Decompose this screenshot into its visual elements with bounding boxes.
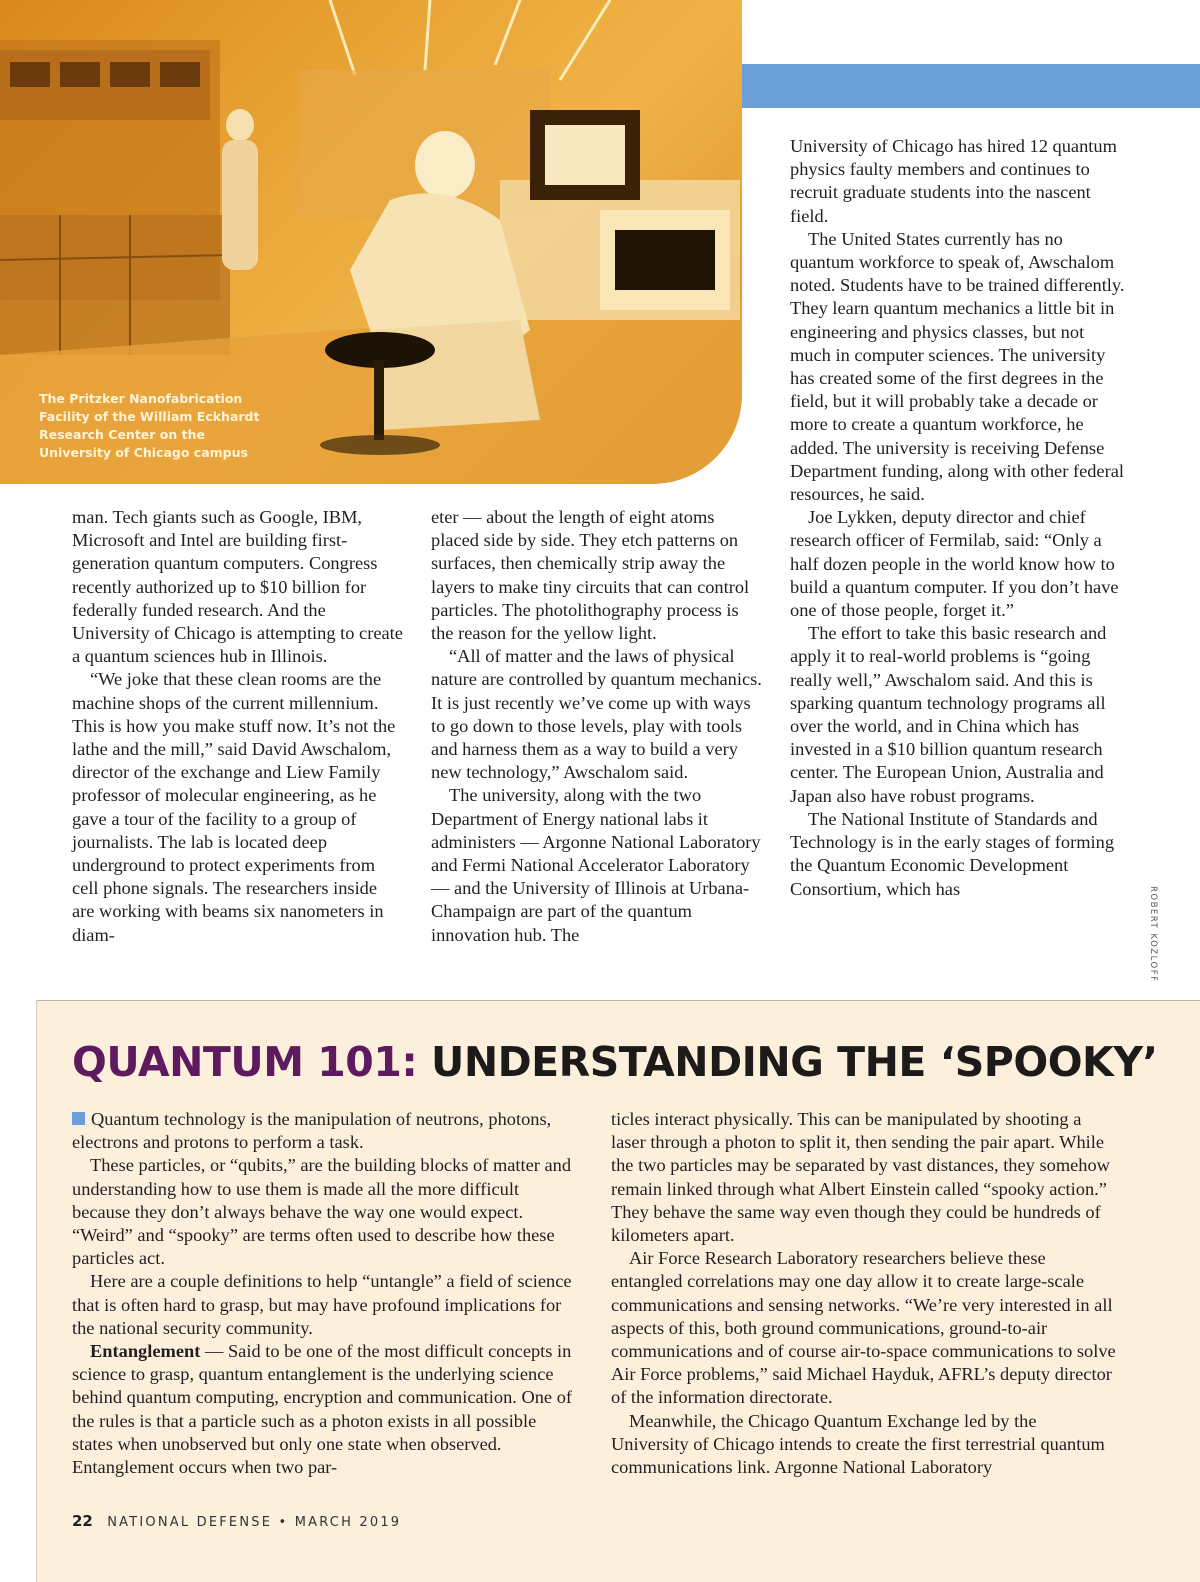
paragraph: Meanwhile, the Chicago Quantum Exchange led by the University of Chicago intends to create the first terrestrial quantum communications link. Argonne National Laboratory	[611, 1410, 1105, 1478]
paragraph: — Said to be one of the most difficult concepts in science to grasp, quantum entanglement is the underlying science behind quantum computing, encryption and communication. One of the rules is that a particle such as a photon exists in all possible states when unobserved but only one state when observed. Entanglement occurs when two par-	[72, 1341, 573, 1478]
cleanroom-photo	[0, 0, 742, 484]
article-column-3	[790, 135, 1125, 901]
photo-credit: ROBERT KOZLOFF	[1148, 886, 1158, 983]
square-bullet-icon	[72, 1112, 85, 1125]
photo-caption: The Pritzker Nanofabrication Facility of the William Eckhardt Research Center on the University of Chicago campus	[39, 391, 260, 460]
divider	[36, 1000, 1200, 1001]
footer-separator: •	[278, 1515, 289, 1530]
photo-credit-wrap	[1148, 886, 1170, 983]
sidebar-column-2	[611, 1108, 1117, 1479]
publication-name: NATIONAL DEFENSE	[107, 1515, 273, 1530]
article-column-1	[72, 506, 404, 947]
headline-highlight: QUANTUM 101:	[72, 1038, 418, 1086]
accent-bar	[742, 64, 1200, 108]
paragraph: The National Institute of Standards and Technology is in the early stages of forming the Quantum Economic Development Consortium, which has	[790, 808, 1115, 899]
page-number: 22	[72, 1512, 93, 1530]
paragraph: ticles interact physically. This can be manipulated by shooting a laser through a photon to split it, then sending the pair apart. While the two particles may be separated by vast distances, they somehow remain linked through what Albert Einstein called “spooky action.” They behave the same way even though they could be hundreds of kilometers apart.	[611, 1109, 1110, 1246]
article-column-2	[431, 506, 765, 947]
paragraph: Joe Lykken, deputy director and chief research officer of Fermilab, said: “Only a half dozen people in the world know how to build a quantum computer. If you don’t have one of those people, forget it.”	[790, 507, 1119, 621]
sidebar-headline	[72, 1038, 1158, 1086]
paragraph: The effort to take this basic research and apply it to real-world problems is “going really well,” Awschalom said. And this is sparking quantum technology programs all over the world, and in China which has invested in a $10 billion quantum research center. The European Union, Australia and Japan also have robust programs.	[790, 623, 1107, 806]
paragraph: The United States currently has no quantum workforce to speak of, Awschalom noted. Students have to be trained differently. They learn quantum mechanics a little bit in engineering and physics classes, but not much in computer sciences. The university has created some of the first degrees in the field, but it will probably take a decade or more to create a quantum workforce, he added. The university is receiving Defense Department funding, along with other federal resources, he said.	[790, 228, 1125, 505]
paragraph: “All of matter and the laws of physical nature are controlled by quantum mechanics. It is just recently we’ve come up with ways to go down to those levels, play with tools and harness them as a way to build a very new technology,” Awschalom said.	[431, 646, 762, 783]
headline-text: UNDERSTANDING THE ‘SPOOKY’	[431, 1038, 1158, 1086]
paragraph: “We joke that these clean rooms are the machine shops of the current millennium. This is how you make stuff now. It’s not the lathe and the mill,” said David Awschalom, director of the exchange and Liew Family professor of molecular engineering, as he gave a tour of the facility to a group of journalists. The lab is located deep underground to protect experiments from cell phone signals. The researchers inside are working with beams six nanometers in diam-	[72, 669, 396, 945]
paragraph: University of Chicago has hired 12 quantum physics faulty members and continues to recruit graduate students into the nascent field.	[790, 136, 1117, 226]
paragraph: Quantum technology is the manipulation of neutrons, photons, electrons and protons to perform a task.	[72, 1109, 552, 1153]
paragraph: Here are a couple definitions to help “untangle” a field of science that is often hard to grasp, but may have profound implications for the national security community.	[72, 1271, 572, 1338]
paragraph: eter — about the length of eight atoms placed side by side. They etch patterns on surfaces, then chemically strip away the layers to make tiny circuits that can control particles. The photolithography process is the reason for the yellow light.	[431, 507, 750, 644]
paragraph: These particles, or “qubits,” are the building blocks of matter and understanding how to use them is made all the more difficult because they don’t always behave the way one would expect. “Weird” and “spooky” are terms often used to describe how these particles act.	[72, 1155, 572, 1269]
paragraph: man. Tech giants such as Google, IBM, Microsoft and Intel are building first-generation quantum computers. Congress recently authorized up to $10 billion for federally funded research. And the University of Chicago is attempting to create a quantum sciences hub in Illinois.	[72, 507, 403, 667]
term-entanglement: Entanglement	[90, 1341, 201, 1362]
paragraph: The university, along with the two Department of Energy national labs it administers — Argonne National Laboratory and Fermi National Accelerator Laboratory — and the University of Illinois at Urbana-Champaign are part of the quantum innovation hub. The	[431, 785, 761, 945]
paragraph: Air Force Research Laboratory researchers believe these entangled correlations may one day allow it to create large-scale communications and sensing networks. “We’re very interested in all aspects of this, both ground communications, ground-to-air communications and of course air-to-space communications to solve Air Force problems,” said Michael Hayduk, AFRL’s deputy director of the information directorate.	[611, 1248, 1116, 1408]
page-footer	[72, 1512, 401, 1530]
issue-date: MARCH 2019	[294, 1515, 402, 1530]
sidebar-column-1	[72, 1108, 572, 1479]
divider	[36, 1000, 37, 1582]
